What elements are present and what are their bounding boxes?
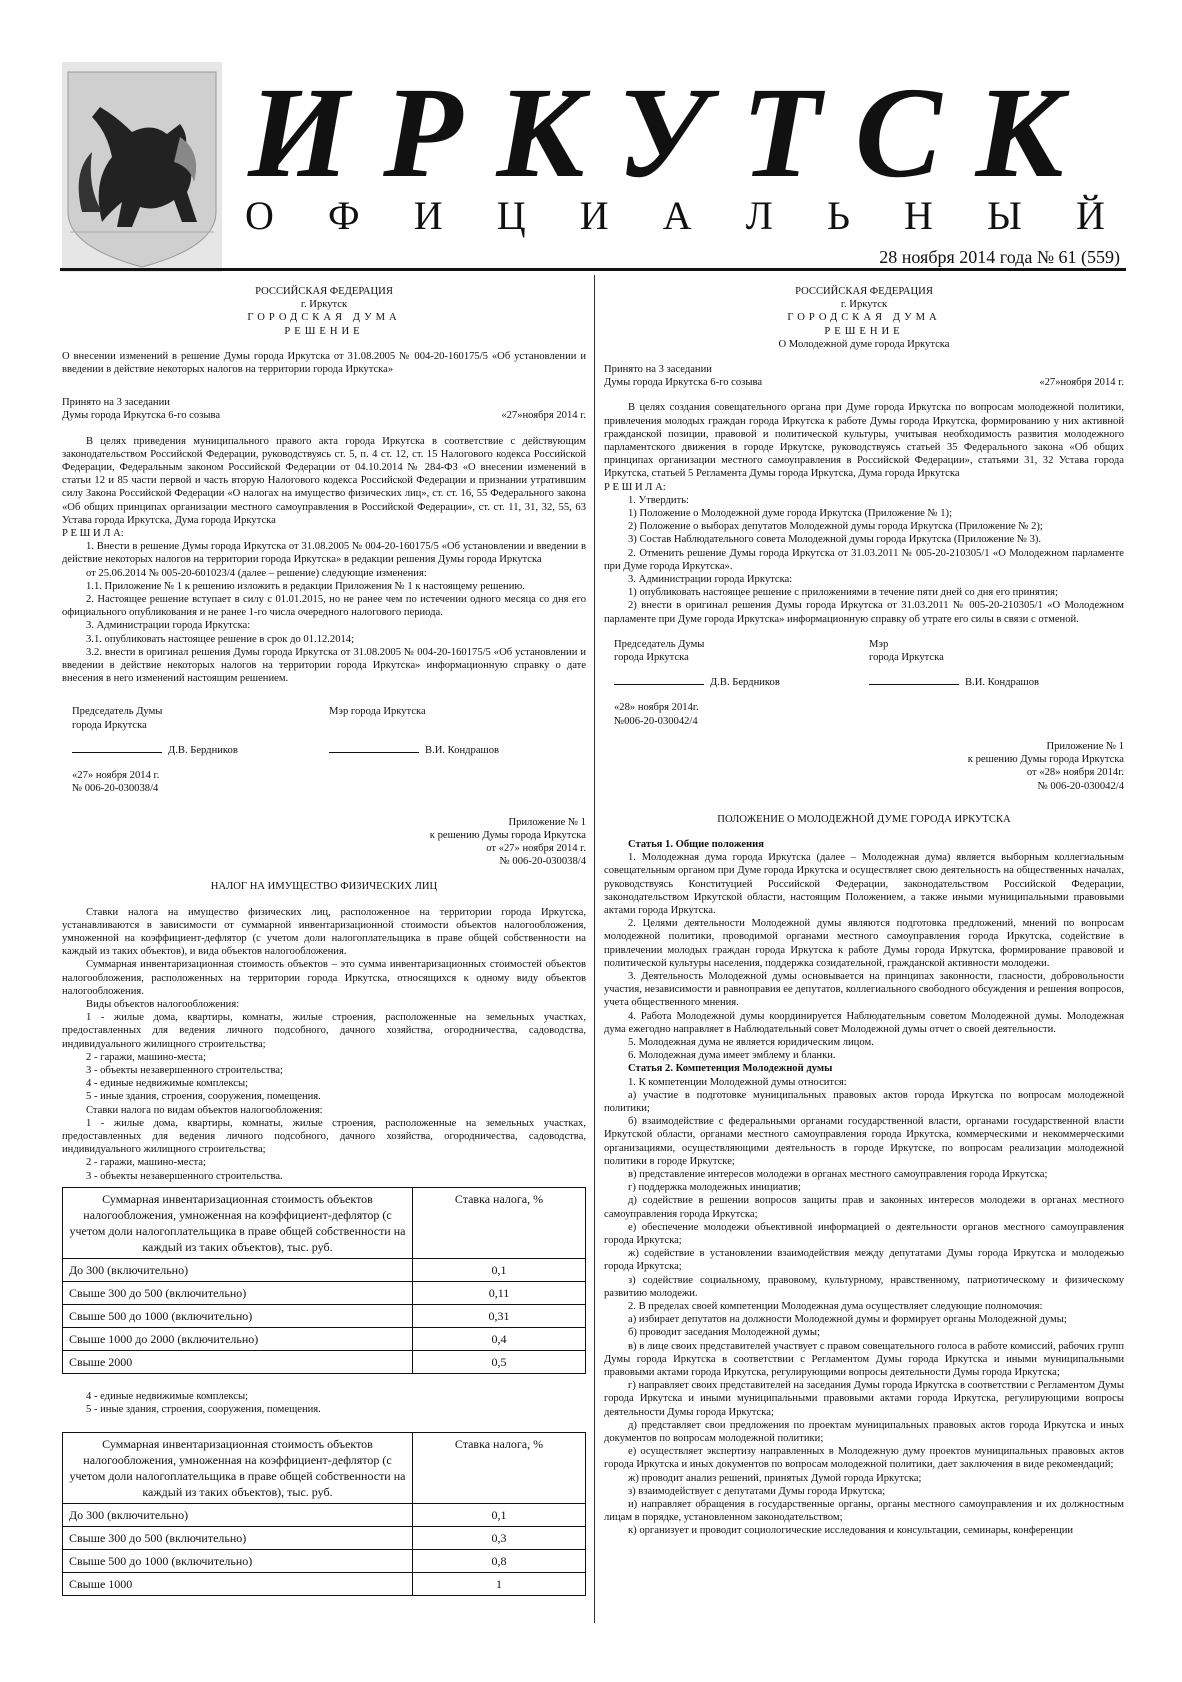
header-decision: РЕШЕНИЕ bbox=[284, 325, 364, 337]
sig-chair-name: Д.В. Бердников bbox=[168, 744, 238, 756]
decision-title: О внесении изменений в решение Думы города Иркутска от 31.08.2005 № 004-20-160175/5 «Об установлении и введении в действие некоторых налогов на территории города Иркутска» bbox=[62, 350, 586, 376]
decision-number: № 006-20-030038/4 bbox=[72, 783, 159, 795]
header-city: г. Иркутск bbox=[840, 299, 888, 311]
decision-date: «28» ноября 2014г. bbox=[614, 702, 699, 714]
table-head-cell: Ставка налога, % bbox=[413, 1187, 586, 1258]
table-row bbox=[63, 1304, 586, 1327]
table-row bbox=[63, 1258, 586, 1281]
article-1-p4: 4. Работа Молодежной думы координируется Наблюдательным советом Молодежной думы. Молодежная дума ежегодно направляет в Наблюдательный совет Молодежной думы отчет о своей деятельности. bbox=[604, 1010, 1124, 1035]
header-duma: ГОРОДСКАЯ ДУМА bbox=[787, 312, 941, 324]
appendix-number: № 006-20-030042/4 bbox=[1037, 780, 1124, 792]
article-2-v: в) представление интересов молодежи в органах местного самоуправления города Иркутска; bbox=[628, 1168, 1048, 1180]
item-1: 1. Внести в решение Думы города Иркутска от 31.08.2005 № 004-20-160175/5 «Об установлении и введении в действие некоторых налогов на территории города Иркутска» в редакции решения Думы города Иркутска bbox=[62, 541, 586, 566]
powers-zh: ж) проводит анализ решений, принятых Думой города Иркутска; bbox=[628, 1472, 922, 1484]
item-3: 3. Администрации города Иркутска: bbox=[628, 574, 793, 586]
powers-a: а) избирает депутатов на должности Молодежной думы и формирует органы Молодежной думы; bbox=[628, 1314, 1067, 1326]
tax-para-2: Суммарная инвентаризационная стоимость объектов – это сумма инвентаризационных стоимостей объектов налогообложения, расположенных на территории города Иркутска, относящихся к одному виду объектов налогообложения. bbox=[62, 959, 586, 997]
sig-mayor-title: Мэр bbox=[869, 638, 889, 650]
sig-mayor-title: Мэр города Иркутска bbox=[329, 706, 426, 718]
masthead-rule bbox=[60, 268, 1126, 271]
item-3-2: 3.2. внести в оригинал решения Думы города Иркутска от 31.08.2005 № 004-20-160175/5 «Об установлении и введении в действие некоторых налогов на территории города Иркутска» информационную справку о дате внесения в него изменений настоящим решением. bbox=[62, 646, 586, 685]
signature-line bbox=[869, 684, 959, 685]
header-country: РОССИЙСКАЯ ФЕДЕРАЦИЯ bbox=[255, 286, 393, 297]
article-1-p5: 5. Молодежная дума не является юридическим лицом. bbox=[628, 1036, 874, 1048]
table-cell: 0,1 bbox=[413, 1504, 586, 1527]
decision-title: О Молодежной думе города Иркутска bbox=[778, 338, 950, 350]
regulation-title: ПОЛОЖЕНИЕ О МОЛОДЕЖНОЙ ДУМЕ ГОРОДА ИРКУТСКА bbox=[717, 813, 1011, 825]
appendix-number: № 006-20-030038/4 bbox=[499, 856, 586, 868]
table-cell: Свыше 300 до 500 (включительно) bbox=[63, 1527, 413, 1550]
item-1: 1. Утвердить: bbox=[628, 494, 689, 506]
signature-line bbox=[72, 752, 162, 753]
sig-chair-name: Д.В. Бердников bbox=[710, 677, 780, 689]
tax-para-11: 2 - гаражи, машино-места; bbox=[86, 1157, 206, 1169]
subtitle-letter: Й bbox=[1076, 193, 1105, 238]
header-country: РОССИЙСКАЯ ФЕДЕРАЦИЯ bbox=[795, 286, 933, 297]
powers-e: е) осуществляет экспертизу направленных в Молодежную думу проектов муниципальных правовых актов города Иркутска и иных документов по вопросам молодежной политики, дает заключения в виде рекомендаций; bbox=[604, 1446, 1124, 1471]
table-head-cell: Суммарная инвентаризационная стоимость объектов налогообложения, умноженная на коэффициент-дефлятор (с учетом доли налогоплательщика в праве общей собственности на каждый из таких объектов), тыс. руб. bbox=[63, 1433, 413, 1504]
table-cell: До 300 (включительно) bbox=[63, 1258, 413, 1281]
sig-mayor-name: В.И. Кондрашов bbox=[965, 677, 1040, 689]
article-1-p1: 1. Молодежная дума города Иркутска (далее – Молодежная дума) является выборным коллегиальным совещательным органом при Думе города Иркутска и осуществляет свою деятельность на общественных началах, руководствуясь Конституцией Российской Федерации, законодательством Российской Федерации, законодательством Иркутской области, настоящим Положением, а также иными муниципальными правовыми актами города Иркутска. bbox=[604, 852, 1124, 916]
tax-para-10: 1 - жилые дома, квартиры, комнаты, жилые строения, расположенные на земельных участках, предоставленных для ведения личного подсобного, дачного хозяйства, огородничества, садоводства, индивидуального жилищного строительства; bbox=[62, 1117, 586, 1156]
tax-para-14: 5 - иные здания, строения, сооружения, помещения. bbox=[86, 1403, 321, 1415]
table-head-cell: Ставка налога, % bbox=[413, 1433, 586, 1504]
resolved-label: Р Е Ш И Л А: bbox=[604, 481, 666, 493]
tax-rate-table-2 bbox=[62, 1432, 586, 1596]
appendix-date: от «28» ноября 2014г. bbox=[1026, 767, 1124, 779]
sig-mayor-name: В.И. Кондрашов bbox=[425, 744, 500, 756]
issue-line: 28 ноября 2014 года № 61 (559) bbox=[879, 247, 1120, 267]
adopted-duma: Думы города Иркутска 6-го созыва bbox=[62, 410, 221, 422]
table-cell: Свыше 300 до 500 (включительно) bbox=[63, 1281, 413, 1304]
item-2: 2. Настоящее решение вступает в силу с 01.01.2015, но не ранее чем по истечении одного месяца со дня его официального опубликования и не ранее 1-го числа очередного налогового периода. bbox=[62, 594, 586, 619]
powers-i: и) направляет обращения в государственные органы, органы местного самоуправления и их должностным лицам в порядке, установленном законодательством; bbox=[604, 1499, 1124, 1524]
article-2-a: а) участие в подготовке муниципальных правовых актов города Иркутска по вопросам молодежной политики; bbox=[604, 1089, 1124, 1114]
subtitle-letter: Н bbox=[904, 193, 933, 238]
newspaper-subtitle bbox=[245, 193, 1105, 238]
adopted-session: Принято на 3 заседании bbox=[62, 397, 170, 409]
article-2-e: е) обеспечение молодежи объективной информацией о деятельности органов местного самоуправления города Иркутска; bbox=[604, 1221, 1124, 1246]
subtitle-letter: И bbox=[579, 193, 609, 238]
sig-chair-city: города Иркутска bbox=[72, 719, 147, 731]
powers-k: к) организует и проводит социологические исследования и консультации, семинары, конференции bbox=[628, 1525, 1074, 1537]
preamble: В целях приведения муниципального правого акта города Иркутска в соответствие с действующим законодательством Российской Федерации, руководствуясь ст. 5, п. 4 ст. 12, ст. 15 Налогового кодекса Российской Федерации, Федеральным законом Российской Федерации от 04.10.2014 № 284-ФЗ «О внесении изменений в статьи 12 и 85 части первой и часть вторую Налогового кодекса Российской Федерации и признании утратившим силу Закона Российской Федерации «О налогах на имущество физических лиц», ст. ст. 16, 55 Федерального закона «Об общих принципах организации местного самоуправления в Российской Федерации», ст. ст. 11, 31, 32, 55, 63 Устава города Иркутска, Дума города Иркутска bbox=[62, 435, 586, 526]
item-3-1: 3.1. опубликовать настоящее решение в срок до 01.12.2014; bbox=[86, 633, 355, 645]
tax-para-12: 3 - объекты незавершенного строительства. bbox=[86, 1170, 283, 1182]
subtitle-letter: И bbox=[413, 193, 443, 238]
table-cell: 0,1 bbox=[413, 1258, 586, 1281]
item-3: 3. Администрации города Иркутска: bbox=[86, 620, 251, 632]
tax-para-3: Виды объектов налогообложения: bbox=[86, 998, 240, 1010]
article-1-p2: 2. Целями деятельности Молодежной думы являются подготовка предложений, мнений по вопросам молодежной политики, проводимой органами местного самоуправления города Иркутска, содействие в привлечении молодых граждан города Иркутска к работе Думы города Иркутска, формирование правовой и политической культуры населения, поддержка созидательной, гражданской активности молодежи. bbox=[604, 918, 1124, 969]
table-cell: До 300 (включительно) bbox=[63, 1504, 413, 1527]
sig-mayor-city: города Иркутска bbox=[869, 652, 944, 664]
resolved-label: Р Е Ш И Л А: bbox=[62, 528, 124, 540]
article-2-p1: 1. К компетенции Молодежной думы относится: bbox=[628, 1076, 847, 1088]
item-1-3: 3) Состав Наблюдательного совета Молодежной думы города Иркутска (Приложение № 3). bbox=[628, 534, 1042, 546]
table-cell: Свыше 1000 bbox=[63, 1573, 413, 1596]
newspaper-title: ИРКУТСК bbox=[248, 61, 1098, 205]
appendix-label: Приложение № 1 bbox=[508, 816, 586, 828]
tax-para-5: 2 - гаражи, машино-места; bbox=[86, 1051, 206, 1063]
table-row bbox=[63, 1573, 586, 1596]
adopted-duma: Думы города Иркутска 6-го созыва bbox=[604, 377, 763, 389]
table-row bbox=[63, 1504, 586, 1527]
item-1-2: 2) Положение о выборах депутатов Молодежной думы города Иркутска (Приложение № 2); bbox=[628, 521, 1043, 533]
sig-chair-city: города Иркутска bbox=[614, 652, 689, 664]
appendix-ref: к решению Думы города Иркутска bbox=[429, 829, 586, 841]
subtitle-letter: О bbox=[245, 193, 274, 238]
header-duma: ГОРОДСКАЯ ДУМА bbox=[247, 312, 401, 324]
powers-z: з) взаимодействует с депутатами Думы города Иркутска; bbox=[628, 1485, 886, 1497]
article-2-heading: Статья 2. Компетенция Молодежной думы bbox=[628, 1063, 833, 1075]
subtitle-letter: Ы bbox=[987, 193, 1022, 238]
item-3-1: 1) опубликовать настоящее решение с приложениями в течение пяти дней со дня его принятия; bbox=[628, 587, 1058, 599]
signature-line bbox=[329, 752, 419, 753]
table-cell: 0,8 bbox=[413, 1550, 586, 1573]
table-cell: 0,4 bbox=[413, 1327, 586, 1350]
table-cell: 0,5 bbox=[413, 1350, 586, 1373]
powers-v: в) в лице своих представителей участвует с правом совещательного голоса в работе комиссий, рабочих групп Думы города Иркутска в соответствии с Регламентом Думы города Иркутска и иными муниципальными правовыми актами города Иркутска, регулирующими вопросы деятельности Думы города Иркутска; bbox=[604, 1340, 1124, 1379]
table-cell: 0,31 bbox=[413, 1304, 586, 1327]
table-header-row bbox=[63, 1433, 586, 1504]
tax-para-13: 4 - единые недвижимые комплексы; bbox=[86, 1390, 249, 1402]
table-cell: 0,3 bbox=[413, 1527, 586, 1550]
article-2-p2: 2. В пределах своей компетенции Молодежная дума осуществляет следующие полномочия: bbox=[628, 1301, 1043, 1313]
signature-line bbox=[614, 684, 704, 685]
tax-title: НАЛОГ НА ИМУЩЕСТВО ФИЗИЧЕСКИХ ЛИЦ bbox=[210, 881, 438, 893]
table-cell: Свыше 1000 до 2000 (включительно) bbox=[63, 1327, 413, 1350]
article-2-zh: ж) содействие в установлении взаимодействия между депутатами Думы города Иркутска и молодежью города Иркутска; bbox=[604, 1248, 1124, 1273]
tax-rate-table-1 bbox=[62, 1187, 586, 1374]
appendix-label: Приложение № 1 bbox=[1046, 740, 1124, 752]
right-column bbox=[604, 285, 1124, 1538]
article-1-p3: 3. Деятельность Молодежной думы основывается на принципах законности, гласности, добровольности участия, независимости и равноправия ее депутатов, коллегиального свободного обсуждения и решения вопросов, учета общественного мнения. bbox=[604, 970, 1124, 1009]
article-2-b: б) взаимодействие с федеральными органами государственной власти, органами государственной власти Иркутской области, органами местного самоуправления города Иркутска, коммерческими и некоммерческими организациями, осуществляющими деятельность в городе Иркутске, по вопросам реализации молодежной политики в городе Иркутске; bbox=[604, 1116, 1124, 1167]
tax-para-8: 5 - иные здания, строения, сооружения, помещения. bbox=[86, 1091, 321, 1103]
adopted-date: «27»ноября 2014 г. bbox=[1039, 377, 1124, 389]
item-1-1: 1.1. Приложение № 1 к решению изложить в редакции Приложения № 1 к настоящему решению. bbox=[86, 580, 525, 592]
tax-para-7: 4 - единые недвижимые комплексы; bbox=[86, 1078, 249, 1090]
item-1-1: 1) Положение о Молодежной думе города Иркутска (Приложение № 1); bbox=[628, 508, 953, 520]
table-row bbox=[63, 1350, 586, 1373]
adopted-date: «27»ноября 2014 г. bbox=[501, 410, 586, 422]
left-column bbox=[62, 285, 586, 1600]
table-cell: 0,11 bbox=[413, 1281, 586, 1304]
header-city: г. Иркутск bbox=[300, 299, 348, 311]
table-cell: 1 bbox=[413, 1573, 586, 1596]
item-3-2: 2) внести в оригинал решения Думы города Иркутска от 31.03.2011 № 005-20-210305/1 «О Молодежном парламенте при Думе города Иркутска» информационную справку об утрате его силы в связи с отменой. bbox=[604, 600, 1124, 625]
appendix-date: от «27» ноября 2014 г. bbox=[486, 842, 586, 854]
table-row bbox=[63, 1281, 586, 1304]
tax-para-1: Ставки налога на имущество физических лиц, расположенное на территории города Иркутска, устанавливаются в зависимости от суммарной инвентаризационной стоимости объектов налогообложения, умноженной на коэффициент-дефлятор (с учетом доли налогоплательщика в праве общей собственности на каждый из таких объектов), и вида объектов налогообложения. bbox=[62, 906, 586, 958]
article-2-d: д) содействие в решении вопросов защиты прав и законных интересов молодежи в органах местного самоуправления города Иркутска; bbox=[604, 1195, 1124, 1220]
article-1-p6: 6. Молодежная дума имеет эмблему и бланки. bbox=[628, 1050, 836, 1062]
article-2-g: г) поддержка молодежных инициатив; bbox=[628, 1182, 801, 1194]
table-header-row bbox=[63, 1187, 586, 1258]
powers-d: д) представляет свои предложения по проектам муниципальных правовых актов города Иркутска и иных документов по вопросам молодежной политики; bbox=[604, 1419, 1124, 1445]
table-head-cell: Суммарная инвентаризационная стоимость объектов налогообложения, умноженная на коэффициент-дефлятор (с учетом доли налогоплательщика в праве общей собственности на каждый из таких объектов), тыс. руб. bbox=[63, 1187, 413, 1258]
decision-date: «27» ноября 2014 г. bbox=[72, 770, 160, 782]
sig-chair-title: Председатель Думы bbox=[72, 706, 163, 718]
article-1-heading: Статья 1. Общие положения bbox=[628, 838, 765, 850]
item-1b: от 25.06.2014 № 005-20-601023/4 (далее – решение) следующие изменения: bbox=[86, 567, 427, 579]
powers-g: г) направляет своих представителей на заседания Думы города Иркутска в соответствии с Регламентом Думы города Иркутска и иными муниципальными правовыми актами города Иркутска, регулирующими вопросы деятельности Думы города Иркутска; bbox=[604, 1380, 1124, 1418]
sig-chair-title: Председатель Думы bbox=[614, 638, 705, 650]
table-cell: Свыше 500 до 1000 (включительно) bbox=[63, 1304, 413, 1327]
article-2-z: з) содействие социальному, правовому, культурному, нравственному, патриотическому и физическому развитию молодежи. bbox=[604, 1274, 1124, 1299]
item-2: 2. Отменить решение Думы города Иркутска от 31.03.2011 № 005-20-210305/1 «О Молодежном парламенте при Думе города Иркутска». bbox=[604, 547, 1124, 572]
column-divider bbox=[594, 275, 595, 1623]
tax-para-6: 3 - объекты незавершенного строительства; bbox=[86, 1064, 283, 1076]
tax-para-9: Ставки налога по видам объектов налогообложения: bbox=[86, 1104, 323, 1116]
table-cell: Свыше 500 до 1000 (включительно) bbox=[63, 1550, 413, 1573]
table-row bbox=[63, 1327, 586, 1350]
subtitle-letter: Ц bbox=[496, 193, 526, 238]
table-row bbox=[63, 1527, 586, 1550]
table-cell: Свыше 2000 bbox=[63, 1350, 413, 1373]
tax-para-4: 1 - жилые дома, квартиры, комнаты, жилые строения, расположенные на земельных участках, предоставленных для ведения личного подсобного, дачного хозяйства, огородничества, садоводства, индивидуального жилищного строительства; bbox=[62, 1012, 586, 1050]
irkutsk-coat-of-arms-icon bbox=[62, 62, 222, 272]
subtitle-letter: Л bbox=[745, 193, 773, 238]
adopted-session: Принято на 3 заседании bbox=[604, 364, 712, 376]
subtitle-letter: А bbox=[662, 193, 692, 238]
subtitle-letter: Ь bbox=[826, 193, 850, 238]
table-row bbox=[63, 1550, 586, 1573]
decision-number: №006-20-030042/4 bbox=[614, 715, 698, 727]
powers-b: б) проводит заседания Молодежной думы; bbox=[628, 1327, 820, 1339]
subtitle-letter: Ф bbox=[328, 193, 360, 238]
header-decision: РЕШЕНИЕ bbox=[824, 325, 904, 337]
appendix-ref: к решению Думы города Иркутска bbox=[967, 754, 1124, 766]
preamble: В целях создания совещательного органа при Думе города Иркутска по вопросам молодежной политики, привлечения молодых граждан города Иркутска к работе Думы города Иркутска, формированию у них активной гражданской позиции, правовой и политической культуры, учитывая необходимость развития молодежного парламентского движения в городе Иркутске, руководствуясь статьей 35 Федерального закона «Об общих принципах организации местного самоуправления в Российской Федерации», статьями 31, 32 Устава города Иркутска, статьей 5 Регламента Думы города Иркутска, Дума города Иркутска bbox=[604, 402, 1124, 480]
